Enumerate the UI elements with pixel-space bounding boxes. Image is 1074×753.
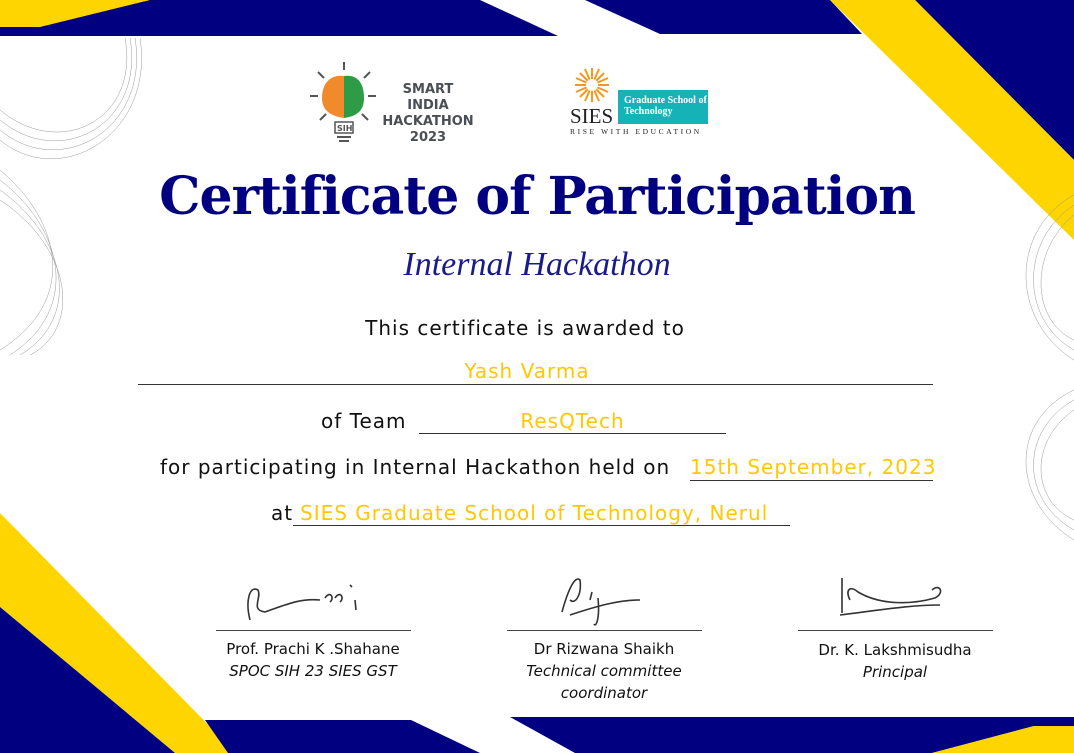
team-underline: [419, 433, 726, 434]
signature-line: [216, 630, 411, 631]
signatory-role: SPOC SIH 23 SIES GST: [229, 662, 397, 680]
svg-text:SIH: SIH: [337, 124, 353, 133]
venue-underline: [293, 525, 790, 526]
venue-label: at: [271, 501, 294, 525]
sies-wordmark: SIES: [570, 104, 614, 128]
signatory-name: Dr Rizwana Shaikh: [533, 640, 675, 658]
team-name: ResQTech: [520, 409, 625, 433]
sun-icon: [570, 66, 614, 106]
bulb-brain-icon: [306, 62, 376, 144]
certificate-title: Certificate of Participation: [159, 166, 915, 227]
sies-logo: [568, 66, 713, 138]
sies-box-text: Graduate School of Technology: [618, 90, 708, 124]
signatory-role: Technical committee coordinator: [526, 662, 682, 702]
sih-logo: [306, 62, 476, 144]
event-label: for participating in Internal Hackathon held on: [160, 455, 671, 479]
signature-line: [798, 630, 993, 631]
signatory-2: [504, 638, 704, 704]
sies-tagline: RISE WITH EDUCATION: [570, 127, 702, 136]
signatory-name: Prof. Prachi K .Shahane: [226, 640, 400, 658]
recipient-underline: [138, 384, 933, 385]
signatory-role: Principal: [862, 663, 928, 681]
signature-line: [507, 630, 702, 631]
date-underline: [690, 480, 933, 481]
signatory-1: [213, 638, 413, 682]
sih-line: SMART INDIA: [402, 82, 454, 113]
team-label: of Team: [321, 409, 407, 433]
sih-line: 2023: [409, 130, 447, 145]
awarded-to-label: This certificate is awarded to: [365, 316, 685, 340]
venue: SIES Graduate School of Technology, Nerul: [300, 501, 769, 525]
certificate-subtitle: Internal Hackathon: [403, 246, 671, 283]
recipient-name: Yash Varma: [464, 359, 590, 383]
event-date: 15th September, 2023: [690, 455, 937, 479]
signatures: [248, 578, 941, 625]
sih-line: HACKATHON: [382, 114, 474, 129]
signatory-3: [795, 639, 995, 683]
signatory-name: Dr. K. Lakshmisudha: [818, 641, 972, 659]
